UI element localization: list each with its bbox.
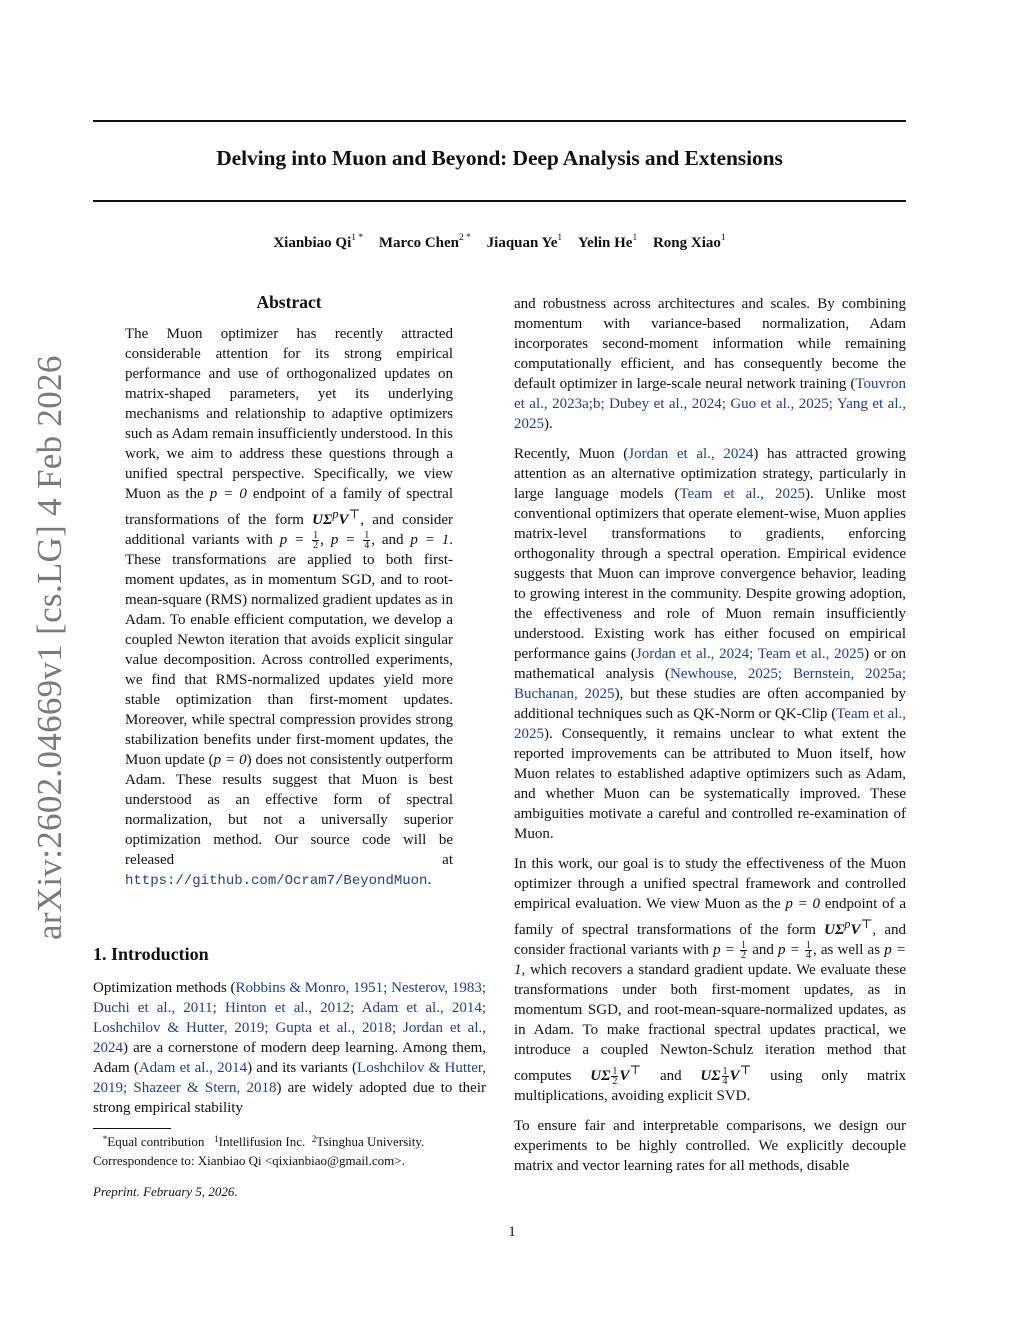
- author: Xianbiao $Qi^{1 *}$: [273, 233, 364, 251]
- citation-link[interactable]: Jordan et al., 2024: [628, 446, 754, 462]
- introduction-heading: 1. Introduction: [93, 944, 209, 964]
- fraction: $\frac{1}{4}$: [805, 940, 811, 962]
- fraction: $\frac{1}{2}$: [612, 1066, 618, 1088]
- footnote: [93, 1132, 493, 1170]
- footnote-rule: [93, 1128, 171, 1129]
- fraction: $\frac{1}{2}$: [313, 530, 319, 552]
- arxiv-identifier-stamp[interactable]: arXiv:2602.04669v1 [cs.LG] 4 Feb 2026: [30, 355, 69, 940]
- citation-link[interactable]: Loshchilov & Hutter, 2019; Shazeer & Stern, 2018: [93, 1060, 486, 1096]
- footnote-affiliations: *Equal contribution $^1$Intellifusion Inc. $^2$Tsinghua University.: [102, 1134, 425, 1149]
- fraction: $\frac{1}{2}$: [741, 940, 747, 962]
- abstract-body: [125, 324, 453, 891]
- citation-link[interactable]: Jordan et al., 2024; Team et al., 2025: [635, 646, 865, 662]
- citation-link[interactable]: Team et al., 2025: [679, 486, 806, 502]
- paragraph: Recently, Muon (Jordan et al., 2024) has attracted growing attention as an alternative optimization strategy, particularly in large language models (Team et al., 2025). Unlike most conventional optimizers that operate element-wise, Muon applies matrix-level transformations to gradients, enforcing orthogonality through a spectral operation. Empirical evidence suggests that Muon can improve convergence behavior, leading to growing interest in the community. Despite growing adoption, the effectiveness and role of Muon remain insufficiently understood. Existing work has either focused on empirical performance gains (Jordan et al., 2024; Team et al., 2025) or on mathematical analysis (Newhouse, 2025; Bernstein, 2025a; Buchanan, 2025), but these studies are often accompanied by additional techniques such as QK-Norm or QK-Clip (Team et al., 2025). Consequently, it remains unclear to what extent the reported improvements can be attributed to Muon itself, how Muon relates to established adaptive optimizers such as Adam, and whether Muon can be systematically improved. These ambiguities motivate a careful and controlled re-examination of Muon.: [514, 446, 907, 842]
- footnote-correspondence: Correspondence to: Xianbiao Qi <qixianbiao@gmail.com>.: [93, 1153, 405, 1168]
- page-number: 1: [508, 1224, 516, 1240]
- author: Marco Chen$^{2 *}$: [378, 233, 471, 251]
- author: Yelin He$^1$: [577, 233, 638, 251]
- citation-link[interactable]: Robbins & Monro, 1951; Nesterov, 1983; Duchi et al., 2011; Hinton et al., 2012; Adam et al., 2014; Loshchilov & Hutter, 2019; Gupta et al., 2018; Jordan et al., 2024: [93, 980, 486, 1056]
- introduction-paragraph: Optimization methods (Robbins & Monro, 1951; Nesterov, 1983; Duchi et al., 2011; Hinton et al., 2012; Adam et al., 2014; Loshchilov & Hutter, 2019; Gupta et al., 2018; Jordan et al., 2024) are a cornerstone of modern deep learning. Among them, Adam (Adam et al., 2014) and its variants (Loshchilov & Hutter, 2019; Shazeer & Stern, 2018) are widely adopted due to their strong empirical stability: [93, 980, 487, 1116]
- abstract-paragraph: The Muon optimizer has recently attracted considerable attention for its strong empirical performance and use of orthogonalized updates on matrix-shaped parameters, yet its underlying mechanisms and relationship to adaptive optimizers such as Adam remain insufficiently understood. In this work, we aim to address these questions through a unified spectral perspective. Specifically, we view Muon as the p = 0 endpoint of a family of spectral transformations of the form $U\Sigma^pV^⊤$, and consider additional variants with p = $\frac{1}{2}$ , p = $\frac{1}{4}$ , and p = 1. These transformations are applied to both first-moment updates, as in momentum SGD, and to root-mean-square (RMS) normalized gradient updates as in Adam. To enable efficient computation, we develop a coupled Newton iteration that avoids explicit singular value decomposition. Across controlled experiments, we find that RMS-normalized updates yield more stable optimization than first-moment updates. Moreover, while spectral compression provides strong stabilization benefits under first-moment updates, the Muon update (p = 0) does not consistently outperform Adam. These results suggest that Muon is best understood as an effective form of spectral normalization, but not a universally superior optimization method. Our source code will be released at https://github.com/Ocram7/BeyondMuon.: [125, 326, 454, 890]
- citation-link[interactable]: Adam et al., 2014: [138, 1060, 248, 1076]
- author: Jiaquan Ye$^1$: [486, 233, 563, 251]
- fraction: $\frac{1}{4}$: [722, 1066, 728, 1088]
- author-list: [93, 235, 906, 252]
- fraction: $\frac{1}{4}$: [364, 530, 370, 552]
- title-bottom-rule: [93, 200, 906, 202]
- citation-link[interactable]: Newhouse, 2025; Bernstein, 2025a; Buchanan, 2025: [514, 666, 906, 702]
- preprint-notice: Preprint. February 5, 2026.: [93, 1184, 238, 1199]
- paragraph: To ensure fair and interpretable comparisons, we design our experiments to be highly controlled. We explicitly decouple matrix and vector learning rates for all methods, disable: [514, 1118, 906, 1175]
- top-rule: [93, 120, 906, 122]
- right-column-body: [514, 294, 906, 1186]
- citation-link[interactable]: Touvron et al., 2023a;b; Dubey et al., 2024; Guo et al., 2025; Yang et al., 2025: [514, 376, 906, 432]
- citation-link[interactable]: Team et al., 2025: [514, 706, 906, 742]
- source-code-link[interactable]: https://github.com/Ocram7/BeyondMuon: [125, 873, 428, 890]
- paragraph: and robustness across architectures and scales. By combining momentum with variance-based normalization, Adam incorporates second-moment information while remaining computationally efficient, and has consequently become the default optimizer in large-scale neural network training (Touvron et al., 2023a;b; Dubey et al., 2024; Guo et al., 2025; Yang et al., 2025).: [514, 296, 906, 432]
- author: Rong Xiao$^1$: [652, 233, 726, 251]
- introduction-body: [93, 978, 486, 1118]
- paper-title: Delving into Muon and Beyond: Deep Analysis and Extensions: [216, 146, 783, 170]
- paragraph: In this work, our goal is to study the effectiveness of the Muon optimizer through a unified spectral framework and controlled empirical evaluation. We view Muon as the p = 0 endpoint of a family of spectral transformations of the form $U\Sigma^pV^⊤$, and consider fractional variants with p = $\frac{1}{2}$ and p = $\frac{1}{4}$ , as well as p = 1, which recovers a standard gradient update. We evaluate these transformations under both first-moment updates, as in momentum SGD, and root-mean-square-normalized updates, as in Adam. To make fractional spectral updates practical, we introduce a coupled Newton-Schulz iteration method that computes UΣ $\frac{1}{2}$ V⊤ and UΣ $\frac{1}{4}$ V⊤ using only matrix multiplications, avoiding explicit SVD.: [514, 856, 906, 1105]
- abstract-heading: Abstract: [256, 292, 322, 312]
